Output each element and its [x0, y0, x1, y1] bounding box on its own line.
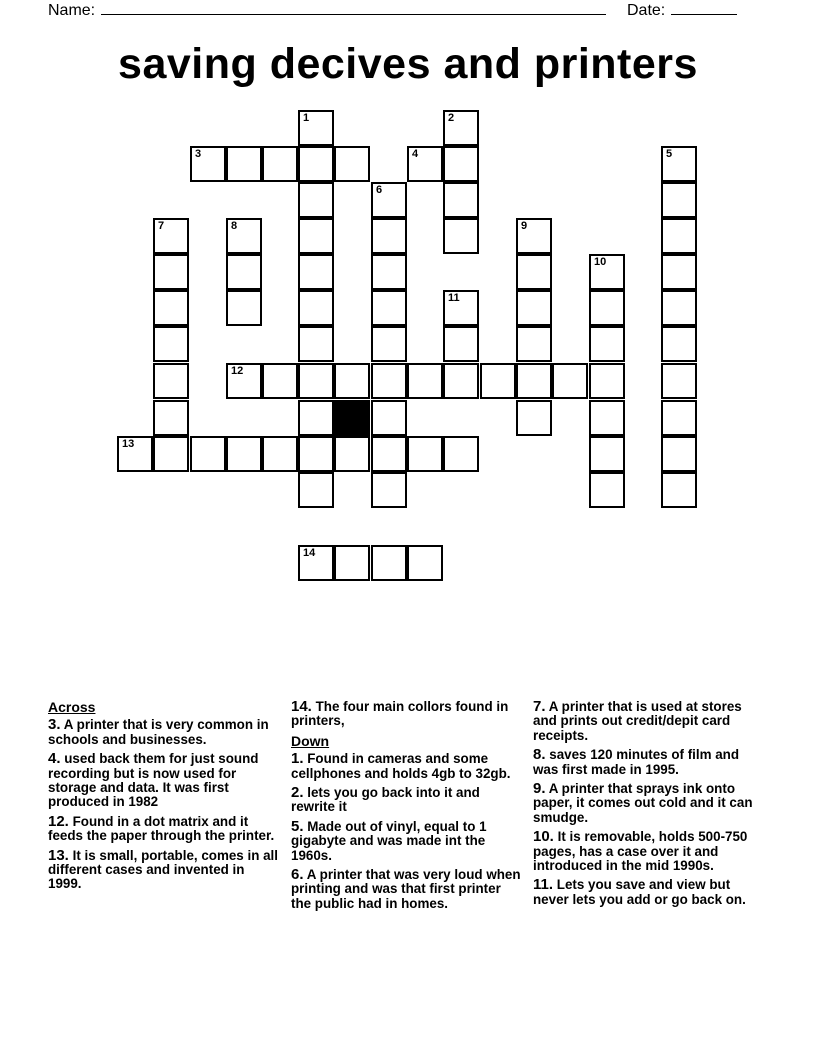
clue-item: 12. Found in a dot matrix and it feeds the paper through the printer.	[48, 812, 275, 844]
grid-cell[interactable]	[226, 218, 262, 254]
grid-cell[interactable]	[153, 218, 189, 254]
name-label: Name:	[48, 2, 96, 19]
clue-number: 4	[412, 148, 419, 160]
grid-cell[interactable]	[334, 363, 370, 399]
grid-cell[interactable]	[371, 472, 407, 508]
grid-cell[interactable]	[298, 110, 334, 146]
grid-cell[interactable]	[298, 472, 334, 508]
grid-cell[interactable]	[371, 254, 407, 290]
grid-cell[interactable]	[407, 436, 443, 472]
grid-cell[interactable]	[661, 290, 697, 326]
grid-cell[interactable]	[443, 146, 479, 182]
clue-number: 6	[376, 184, 383, 196]
grid-cell[interactable]	[190, 436, 226, 472]
grid-cell[interactable]	[226, 254, 262, 290]
grid-cell[interactable]	[262, 146, 298, 182]
grid-cell[interactable]	[516, 363, 552, 399]
grid-cell[interactable]	[516, 290, 552, 326]
grid-cell[interactable]	[226, 363, 262, 399]
grid-cell[interactable]	[153, 436, 189, 472]
grid-cell[interactable]	[117, 436, 153, 472]
grid-cell[interactable]	[516, 218, 552, 254]
grid-cell[interactable]	[298, 326, 334, 362]
clue-item: 9. A printer that sprays ink onto paper, it comes out cold and it can smudge.	[533, 780, 753, 825]
clue-item: 4. used back them for just sound recording but is now used for storage and data. It was first produced in 1982	[48, 750, 259, 810]
blocked-cell	[334, 400, 370, 436]
grid-cell[interactable]	[589, 290, 625, 326]
grid-cell[interactable]	[298, 146, 334, 182]
page-title: saving decives and printers	[118, 40, 698, 88]
grid-cell[interactable]	[443, 436, 479, 472]
grid-cell[interactable]	[371, 218, 407, 254]
date-label: Date:	[627, 2, 666, 19]
clue-item: 8. saves 120 minutes of film and was first made in 1995.	[533, 746, 740, 777]
grid-cell[interactable]	[371, 436, 407, 472]
grid-cell[interactable]	[589, 254, 625, 290]
grid-cell[interactable]	[589, 363, 625, 399]
clue-item: 2. lets you go back into it and rewrite it	[291, 784, 480, 815]
grid-cell[interactable]	[661, 326, 697, 362]
clue-number: 1	[303, 112, 310, 124]
grid-cell[interactable]	[407, 363, 443, 399]
grid-cell[interactable]	[371, 326, 407, 362]
clue-number: 11	[448, 292, 460, 304]
clue-item: 6. A printer that was very loud when printing and was that first printer the public had in homes.	[291, 866, 521, 911]
grid-cell[interactable]	[407, 545, 443, 581]
grid-cell[interactable]	[661, 436, 697, 472]
clues-column-3	[533, 700, 765, 912]
grid-cell[interactable]	[153, 254, 189, 290]
grid-cell[interactable]	[443, 290, 479, 326]
grid-cell[interactable]	[226, 436, 262, 472]
grid-cell[interactable]	[443, 326, 479, 362]
clue-item: 3. A printer that is very common in schools and businesses.	[48, 716, 269, 747]
grid-cell[interactable]	[298, 545, 334, 581]
grid-cell[interactable]	[516, 326, 552, 362]
grid-cell[interactable]	[589, 472, 625, 508]
grid-cell[interactable]	[407, 146, 443, 182]
clue-number: 2	[448, 112, 455, 124]
grid-cell[interactable]	[371, 400, 407, 436]
across-heading: Across	[48, 699, 96, 715]
grid-cell[interactable]	[661, 472, 697, 508]
grid-cell[interactable]	[298, 182, 334, 218]
grid-cell[interactable]	[661, 218, 697, 254]
grid-cell[interactable]	[371, 290, 407, 326]
grid-cell[interactable]	[298, 218, 334, 254]
grid-cell[interactable]	[226, 146, 262, 182]
grid-cell[interactable]	[589, 400, 625, 436]
grid-cell[interactable]	[443, 182, 479, 218]
grid-cell[interactable]	[589, 436, 625, 472]
clue-number: 13	[122, 438, 135, 450]
grid-cell[interactable]	[443, 218, 479, 254]
grid-cell[interactable]	[262, 363, 298, 399]
grid-cell[interactable]	[153, 363, 189, 399]
grid-cell[interactable]	[298, 363, 334, 399]
grid-cell[interactable]	[262, 436, 298, 472]
grid-cell[interactable]	[226, 290, 262, 326]
grid-cell[interactable]	[153, 326, 189, 362]
down-heading: Down	[291, 732, 330, 749]
clues-column-1	[48, 700, 280, 897]
clue-number: 14	[303, 547, 316, 559]
clue-number: 3	[195, 148, 202, 160]
grid-cell[interactable]	[334, 545, 370, 581]
grid-cell[interactable]	[334, 146, 370, 182]
grid-cell[interactable]	[371, 545, 407, 581]
clue-number: 5	[666, 148, 673, 160]
grid-cell[interactable]	[371, 363, 407, 399]
grid-cell[interactable]	[298, 290, 334, 326]
clues-column-2	[291, 700, 523, 916]
clue-item: 1. Found in cameras and some cellphones and holds 4gb to 32gb.	[291, 750, 511, 781]
grid-cell[interactable]	[552, 363, 588, 399]
grid-cell[interactable]	[516, 254, 552, 290]
clue-item: 14. The four main collors found in printers,	[291, 698, 509, 729]
grid-cell[interactable]	[298, 400, 334, 436]
grid-cell[interactable]	[153, 290, 189, 326]
grid-cell[interactable]	[298, 254, 334, 290]
grid-cell[interactable]	[443, 363, 479, 399]
clue-item: 11. Lets you save and view but never lets you add or go back on.	[533, 876, 746, 907]
grid-cell[interactable]	[516, 400, 552, 436]
clue-number: 7	[158, 220, 165, 232]
grid-cell[interactable]	[661, 146, 697, 182]
grid-cell[interactable]	[661, 254, 697, 290]
grid-cell[interactable]	[298, 436, 334, 472]
clue-item: 10. It is removable, holds 500-750 pages, has a case over it and introduced in the mid 1990s.	[533, 828, 748, 874]
grid-cell[interactable]	[661, 182, 697, 218]
grid-cell[interactable]	[190, 146, 226, 182]
clue-number: 10	[594, 256, 607, 268]
grid-cell[interactable]	[371, 182, 407, 218]
clue-number: 8	[231, 220, 238, 232]
clue-item: 13. It is small, portable, comes in all different cases and invented in 1999.	[48, 846, 278, 892]
grid-cell[interactable]	[443, 110, 479, 146]
grid-cell[interactable]	[153, 400, 189, 436]
clue-number: 12	[231, 365, 244, 377]
grid-cell[interactable]	[661, 400, 697, 436]
grid-cell[interactable]	[480, 363, 516, 399]
grid-cell[interactable]	[334, 436, 370, 472]
clue-number: 9	[521, 220, 528, 232]
clue-item: 5. Made out of vinyl, equal to 1 gigabyte and was made int the 1960s.	[291, 817, 487, 863]
grid-cell[interactable]	[589, 326, 625, 362]
clue-item: 7. A printer that is used at stores and prints out credit/depit card receipts.	[533, 698, 742, 743]
grid-cell[interactable]	[661, 363, 697, 399]
